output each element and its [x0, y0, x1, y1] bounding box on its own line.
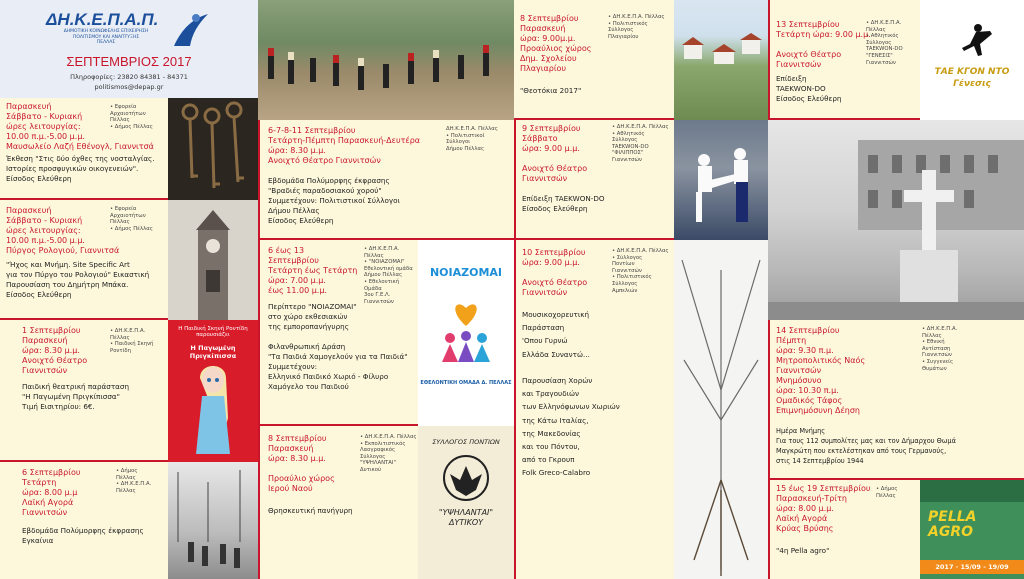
- month-title: ΣΕΠΤΕΜΒΡΙΟΣ 2017: [66, 54, 192, 69]
- frozen-poster-name: Η Παγωμένη Πριγκίπισσα: [189, 344, 237, 360]
- genesis-logo: [920, 0, 1024, 120]
- event-date: 10 Σεπτεμβρίου ώρα: 9.00 μ.μ. Ανοιχτό Θέατρο Γιαννιτσών: [522, 248, 588, 297]
- pontion-logo-top: ΣΥΛΛΟΓΟΣ ΠΟΝΤΙΩΝ: [432, 438, 500, 446]
- event-organizers: ΔΗ.Κ.Ε.Π.Α. Πέλλας • Πολιτιστικοί Σύλλογοι Δήμου Πέλλας: [446, 126, 498, 152]
- noiazomai-title: ΝΟΙΑΖΟΜΑΙ: [429, 266, 503, 279]
- event-remembrance-day: [768, 320, 1024, 480]
- event-folk-greco-calabro: [514, 240, 674, 579]
- memorial-cross-photo: [768, 120, 1024, 320]
- logo-dancer-icon: [168, 10, 212, 50]
- dancers-photo: [258, 0, 514, 120]
- event-date: 1 Σεπτεμβρίου Παρασκευή ώρα: 8.30 μ.μ. Ανοιχτό Θέατρο Γιαννιτσών: [22, 326, 88, 375]
- logo-text: ΔΗ.Κ.Ε.Π.Α.Π.: [46, 10, 159, 29]
- market-photo: [168, 462, 258, 579]
- eagle-emblem-icon: [442, 452, 490, 504]
- event-date: 15 έως 19 Σεπτεμβρίου Παρασκευή-Τρίτη ώρα: 8.00 μ.μ. Λαϊκή Αγορά Κρύας Βρύσης: [776, 484, 871, 533]
- event-description: Εβδομάδα Πολύμορφης έκφρασης Εγκαίνια: [22, 526, 144, 545]
- event-date: 13 Σεπτεμβρίου Τετάρτη ώρα: 9.00 μ.μ. Ανοιχτό Θέατρο Γιαννιτσών: [776, 20, 871, 69]
- keys-photo: [168, 98, 258, 200]
- event-date: 6 Σεπτεμβρίου Τετάρτη ώρα: 8.00 μ.μ Λαϊκή Αγορά Γιαννιτσών: [22, 468, 81, 517]
- event-organizers: • ΔΗ.Κ.Ε.Π.Α. Πέλλας • Εθνική Αντίσταση Γιαννιτσών • Συγγενείς Θυμάτων: [922, 326, 958, 372]
- event-description: Παιδική θεατρική παράσταση "Η Παγωμένη Πριγκίπισσα" Τιμή Εισιτηρίου: 6€.: [22, 382, 129, 411]
- event-organizers: • ΔΗ.Κ.Ε.Π.Α. Πέλλας • Εκπολιτιστικός Λαογραφικός Σύλλογος "ΥΨΗΛΑΝΤΑΙ" Δυτικού: [360, 434, 417, 473]
- elsa-icon: [186, 358, 240, 454]
- kicker-icon: [958, 22, 998, 62]
- event-plagiari: [514, 0, 674, 120]
- event-date: Παρασκευή Σάββατο - Κυριακή ώρες λειτουργίας: 10.00 π.μ.-5.00 μ.μ. Μαυσωλείο Λαζή Εθένογλ, Γιαννιτσά: [6, 102, 154, 151]
- pella-agro-poster: [920, 480, 1024, 579]
- event-genesis: [768, 0, 920, 120]
- event-description: "Ήχος και Μνήμη. Site Specific Art για τον Πύργο του Ρολογιού" Εικαστική Παρουσίαση του Δημήτρη Μπάκα. Είσοδος Ελεύθερη: [6, 260, 150, 299]
- info-phone: Πληροφορίες: 23820 84381 - 84371: [70, 73, 188, 81]
- event-taekwondo-filippos: [514, 120, 674, 240]
- event-description: Μουσικοχορευτική Παράσταση 'Οπου Γυρνώ Ελλάδα Συναντώ... Παρουσίαση Χορών και Τραγουδιών των Ελληνόφωνων Χωριών της Κάτω Ιταλίας, της Μακεδονίας και του Πόντου, από το Γκρουπ Folk Greco-Calabro: [522, 310, 620, 478]
- event-date: 6 έως 13 Σεπτεμβρίου Τετάρτη έως Τετάρτη ώρα: 7.00 μ.μ. έως 11.00 μ.μ.: [268, 246, 358, 295]
- pontion-logo-bottom: "ΥΨΗΛΑΝΤΑΙ" ΔΥΤΙΚΟΥ: [438, 508, 494, 527]
- header-panel: [0, 0, 258, 98]
- event-date: Παρασκευή Σάββατο - Κυριακή ώρες λειτουργίας: 10.00 π.μ.-5.00 μ.μ. Πύργος Ρολογιού, Γιαννιτσά: [6, 206, 120, 255]
- event-description: Περίπτερο "ΝΟΙΑΖΟΜΑΙ" στο χώρο εκθεσιακών της εμποροπανήγυρης Φιλανθρωπική Δράση "Τα Παιδιά Χαμογελούν για τα Παιδιά" Συμμετέχουν: Ελληνικό Παιδικό Χωριό - Φίλυρο Χαμόγελο του Παιδιού: [268, 302, 408, 391]
- event-date: 14 Σεπτεμβρίου Πέμπτη ώρα: 9.30 π.μ. Μητροπολιτικός Ναός Γιαννιτσών Μνημόσυνο ώρα: 10.30 π.μ. Ομαδικός Τάφος Επιμνημόσυνη Δέηση: [776, 326, 866, 415]
- event-organizers: • ΔΗ.Κ.Ε.Π.Α. Πέλλας • Αθλητικός Σύλλογος TAEKWON-DO "ΦΙΛΙΠΠΟΣ" Γιαννιτσών: [612, 124, 669, 163]
- event-pella-agro: [768, 480, 920, 579]
- taekwondo-photo: [674, 120, 768, 240]
- event-polymorphic-expression-opening: [0, 462, 168, 579]
- frozen-poster-title: Η Παιδική Σκηνή Ροντίδη παρουσιάζει: [178, 326, 248, 338]
- event-traditional-dance: [258, 120, 514, 240]
- event-description: "Θεοτόκια 2017": [520, 86, 582, 95]
- event-religious-fair: [258, 426, 418, 579]
- noiazomai-subtitle: ΕΘΕΛΟΝΤΙΚΗ ΟΜΑΔΑ Δ. ΠΕΛΛΑΣ: [420, 380, 512, 386]
- event-organizers: • Δήμος Πέλλας • ΔΗ.Κ.Ε.Π.Α. Πέλλας: [116, 468, 152, 494]
- noiazomai-poster: [418, 240, 514, 426]
- village-photo: [674, 0, 768, 120]
- frozen-poster: [168, 320, 258, 462]
- pella-agro-topbar: [920, 480, 1024, 502]
- event-organizers: • ΔΗ.Κ.Ε.Π.Α. Πέλλας • Παιδική Σκηνή Ροντίδη: [110, 328, 154, 354]
- event-description: Εβδομάδα Πολύμορφης έκφρασης "Βραδιές παραδοσιακού χορού" Συμμετέχουν: Πολιτιστικοί Σύλλογοι Δήμου Πέλλας Είσοδος Ελεύθερη: [268, 176, 400, 225]
- event-date: 9 Σεπτεμβρίου Σάββατο ώρα: 9.00 μ.μ. Ανοιχτό Θέατρο Γιαννιτσών: [522, 124, 588, 183]
- event-organizers: • Εφορεία Αρχαιοτήτων Πέλλας • Δήμος Πέλλας: [110, 206, 153, 232]
- event-date: 8 Σεπτεμβρίου Παρασκευή ώρα: 9.00μ.μ. Προαύλιος χώρος Δημ. Σχολείου Πλαγιαρίου: [520, 14, 592, 73]
- event-frozen-princess: [0, 320, 168, 462]
- event-description: Επίδειξη TAEKWON-DO Είσοδος Ελεύθερη: [776, 74, 842, 103]
- logo-subtitle: ΔΗΜΟΤΙΚΗ ΚΟΙΝΩΦΕΛΗΣ ΕΠΙΧΕΙΡΗΣΗ ΠΟΛΙΤΙΣΜΟΥ ΚΑΙ ΑΝΑΠΤΥΞΗΣ ΠΕΛΛΑΣ: [63, 29, 149, 46]
- event-description: Ημέρα Μνήμης Για τους 112 συμπολίτες μας και τον Δήμαρχου Θωμά Μαγκρώτη που εκτελέστηκαν από τους Γερμανούς, στις 14 Σεπτεμβρίου 1944: [776, 427, 956, 465]
- event-organizers: • ΔΗ.Κ.Ε.Π.Α. Πέλλας • "ΝΟΙΑΖΟΜΑΙ" Εθελοντική ομάδα Δήμου Πέλλας • Εθελοντική Ομάδα 3ου Γ.Ε.Λ. Γιαννιτσών: [364, 246, 413, 305]
- event-description: Επίδειξη TAEKWON-DO Είσοδος Ελεύθερη: [522, 194, 605, 213]
- info-email[interactable]: politismos@depap.gr: [94, 83, 164, 91]
- event-organizers: • Δήμος Πέλλας: [876, 486, 898, 499]
- event-organizers: • Εφορεία Αρχαιοτήτων Πέλλας • Δήμος Πέλλας: [110, 104, 153, 130]
- event-exhibition-refugees: [0, 98, 168, 200]
- event-description: "4η Pella agro": [776, 546, 830, 555]
- event-organizers: • ΔΗ.Κ.Ε.Π.Α. Πέλλας • Αθλητικός Σύλλογος TAEKWON-DO "ΓΕΝΕΣΙΣ" Γιαννιτσών: [866, 20, 903, 66]
- event-organizers: • ΔΗ.Κ.Ε.Π.Α. Πέλλας • Πολιτιστικός Σύλλογος Πλαγιαρίου: [608, 14, 665, 40]
- pella-agro-dates: 2017 · 15/09 - 19/09: [920, 560, 1024, 574]
- event-description: Θρησκευτική πανήγυρη: [268, 506, 353, 515]
- genesis-text: ΤΑΕ ΚΓΟΝ ΝΤΟ Γένεσις: [934, 67, 1010, 89]
- tree-photo: [674, 240, 768, 579]
- event-date: 6-7-8-11 Σεπτεμβρίου Τετάρτη-Πέμπτη Παρασκευή-Δευτέρα ώρα: 8.30 μ.μ. Ανοιχτό Θέατρο Γιαννιτσών: [268, 126, 421, 165]
- event-clock-tower: [0, 200, 168, 320]
- pontion-logo: [418, 426, 514, 579]
- event-date: 8 Σεπτεμβρίου Παρασκευή ώρα: 8.30 μ.μ. Προαύλιο χώρος Ιερού Ναού: [268, 434, 335, 493]
- event-organizers: • ΔΗ.Κ.Ε.Π.Α. Πέλλας • Σύλλογος Ποντίων Γιαννιτσών • Πολιτιστικός Σύλλογος Αμπελιών: [612, 248, 669, 294]
- heart-people-icon: [438, 298, 494, 368]
- event-description: Έκθεση "Στις δύο όχθες της νοσταλγίας. Ιστορίες προσφυγικών οικογενειών". Είσοδος Ελεύθερη: [6, 154, 155, 183]
- clock-tower-photo: [168, 200, 258, 320]
- pella-agro-title: PELLA AGRO: [928, 509, 977, 540]
- event-noiazomai: [258, 240, 418, 426]
